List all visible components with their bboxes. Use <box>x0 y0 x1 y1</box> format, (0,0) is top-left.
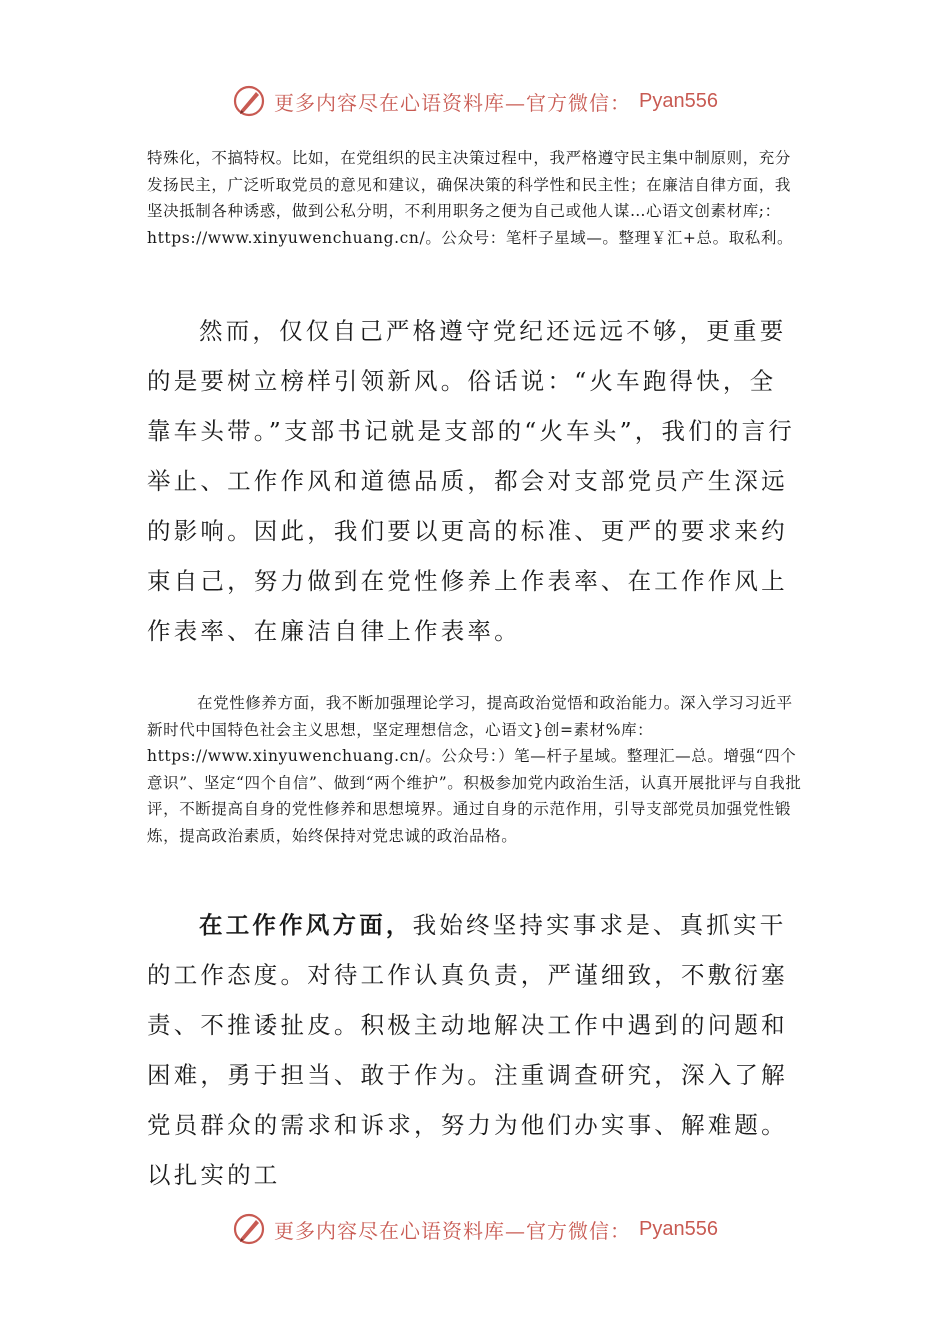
paragraph-text: 然而，仅仅自己严格遵守党纪还远远不够，更重要的是要树立榜样引领新风。俗话说：“火车跑得快，全靠车头带。”支部书记就是支部的“火车头”，我们的言行举止、工作作风和道德品质，都会对支部党员产生深远的影响。因此，我们要以更高的标准、更严的要求来约束自己，努力做到在党性修养上作表率、在工作作风上作表率、在廉洁自律上作表率。 <box>147 317 795 645</box>
paragraph-large-1 <box>147 306 797 656</box>
footer-banner <box>0 1212 950 1246</box>
banner-text: 更多内容尽在心语资料库—官方微信： <box>274 90 632 115</box>
paragraph-text: 特殊化，不搞特权。比如，在党组织的民主决策过程中，我严格遵守民主集中制原则，充分发扬民主，广泛听取党员的意见和建议，确保决策的科学性和民主性；在廉洁自律方面，我坚决抵制各种诱惑，做到公私分明，不利用职务之便为自己或他人谋…心语文创素材库;：https://www.xinyuwenchuang.cn/。公众号：笔杆子星域—。整理￥汇+总。取私利。 <box>147 149 794 247</box>
header-banner <box>0 84 950 118</box>
paragraph-small-1 <box>147 145 807 251</box>
banner-wechat-id: Pyan556 <box>639 1217 718 1240</box>
section-heading: 在工作作风方面， <box>199 911 413 939</box>
paragraph-large-2 <box>147 900 797 1200</box>
paragraph-text: 在党性修养方面，我不断加强理论学习，提高政治觉悟和政治能力。深入学习习近平新时代中国特色社会主义思想，坚定理想信念，心语文}创=素材%库：https://www.xinyuwenchuang.cn/。公众号：）笔—杆子星域。整理汇—总。增强“四个意识”、坚定“四个自信”、做到“两个维护”。积极参加党内政治生活，认真开展批评与自我批评，不断提高自身的党性修养和思想境界。通过自身的示范作用，引导支部党员加强党性锻炼，提高政治素质，始终保持对党忠诚的政治品格。 <box>147 694 802 845</box>
paragraph-text: 我始终坚持实事求是、真抓实干的工作态度。对待工作认真负责，严谨细致，不敷衍塞责、不推诿扯皮。积极主动地解决工作中遇到的问题和困难，勇于担当、敢于作为。注重调查研究，深入了解党员群众的需求和诉求，努力为他们办实事、解难题。以扎实的工 <box>147 911 788 1189</box>
paragraph-small-2 <box>147 690 807 850</box>
pen-logo-icon <box>232 1212 266 1246</box>
pen-logo-icon <box>232 84 266 118</box>
banner-wechat-id: Pyan556 <box>639 89 718 112</box>
banner-text: 更多内容尽在心语资料库—官方微信： <box>274 1218 632 1243</box>
